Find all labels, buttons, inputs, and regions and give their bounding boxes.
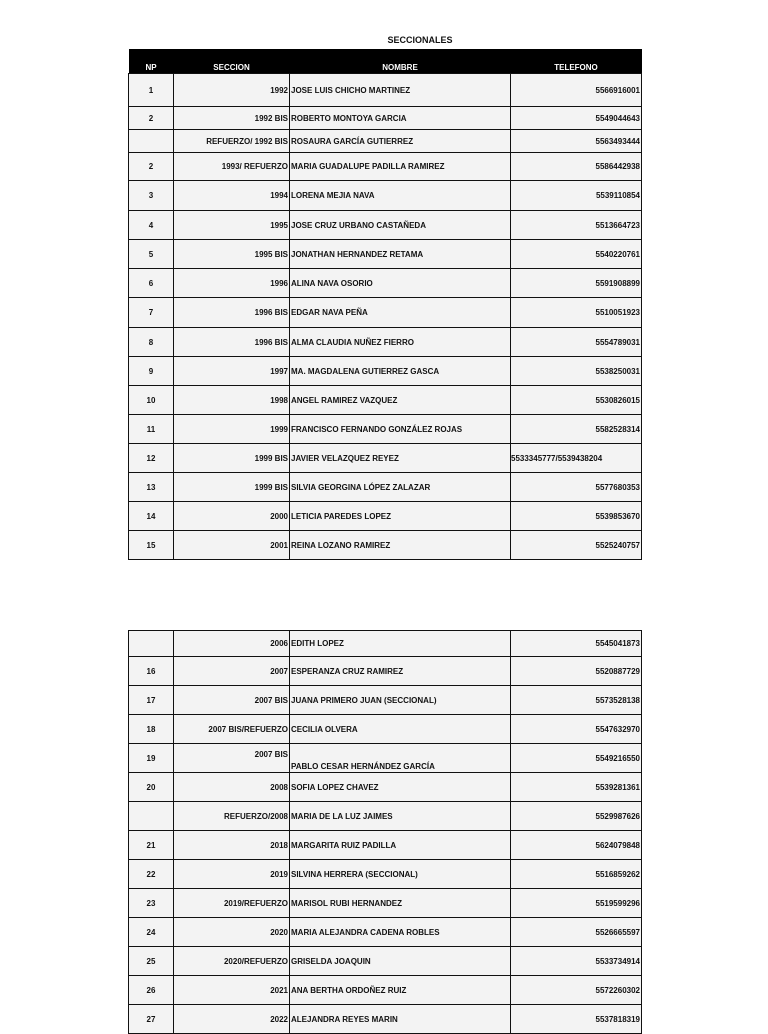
np-cell: 7 [129, 298, 174, 328]
telefono-cell: 5582528314 [511, 415, 642, 444]
np-cell: 26 [129, 976, 174, 1005]
nombre-cell: GRISELDA JOAQUIN [290, 947, 511, 976]
table-row [129, 889, 642, 918]
nombre-cell: ALEJANDRA REYES MARIN [290, 1005, 511, 1034]
telefono-cell: 5554789031 [511, 328, 642, 357]
seccion-cell: 1999 [174, 415, 290, 444]
seccion-cell: 2019/REFUERZO [174, 889, 290, 918]
seccionales-table [128, 49, 642, 560]
np-cell: 6 [129, 269, 174, 298]
table-row [129, 686, 642, 715]
np-cell: 24 [129, 918, 174, 947]
table-row [129, 502, 642, 531]
telefono-cell: 5563493444 [511, 130, 642, 153]
table-row [129, 211, 642, 240]
seccion-cell: REFUERZO/ 1992 BIS [174, 130, 290, 153]
seccion-cell: 1997 [174, 357, 290, 386]
telefono-cell: 5533734914 [511, 947, 642, 976]
nombre-cell: PABLO CESAR HERNÁNDEZ GARCÍA [290, 744, 511, 773]
table-row [129, 415, 642, 444]
nombre-cell: FRANCISCO FERNANDO GONZÁLEZ ROJAS [290, 415, 511, 444]
nombre-cell: EDGAR NAVA PEÑA [290, 298, 511, 328]
table-row [129, 918, 642, 947]
seccion-cell: 1996 BIS [174, 298, 290, 328]
np-cell: 8 [129, 328, 174, 357]
telefono-cell: 5549216550 [511, 744, 642, 773]
table-row [129, 531, 642, 560]
table-row [129, 802, 642, 831]
np-cell: 15 [129, 531, 174, 560]
table-row [129, 860, 642, 889]
seccion-cell: 1999 BIS [174, 473, 290, 502]
seccion-cell: 2022 [174, 1005, 290, 1034]
table-row [129, 153, 642, 181]
table-row [129, 947, 642, 976]
telefono-cell: 5519599296 [511, 889, 642, 918]
table-row [129, 357, 642, 386]
np-cell: 2 [129, 153, 174, 181]
seccion-cell: 2008 [174, 773, 290, 802]
telefono-cell: 5549044643 [511, 107, 642, 130]
nombre-cell: SILVINA HERRERA (SECCIONAL) [290, 860, 511, 889]
telefono-cell: 5529987626 [511, 802, 642, 831]
telefono-cell: 5539853670 [511, 502, 642, 531]
nombre-cell: MARISOL RUBI HERNANDEZ [290, 889, 511, 918]
nombre-cell: JOSE LUIS CHICHO MARTINEZ [290, 74, 511, 107]
header-seccion: SECCION [174, 49, 290, 74]
table-row [129, 269, 642, 298]
telefono-cell: 5516859262 [511, 860, 642, 889]
nombre-cell: SOFIA LOPEZ CHAVEZ [290, 773, 511, 802]
np-cell: 13 [129, 473, 174, 502]
telefono-cell: 5624079848 [511, 831, 642, 860]
seccion-cell: 1999 BIS [174, 444, 290, 473]
np-cell [129, 130, 174, 153]
telefono-cell: 5513664723 [511, 211, 642, 240]
nombre-cell: MARGARITA RUIZ PADILLA [290, 831, 511, 860]
header-telefono: TELEFONO [511, 49, 642, 74]
seccionales-table-continued [128, 630, 642, 1034]
seccion-cell: 1994 [174, 181, 290, 211]
seccion-cell: 2007 [174, 657, 290, 686]
table-row [129, 181, 642, 211]
telefono-cell: 5530826015 [511, 386, 642, 415]
np-cell: 25 [129, 947, 174, 976]
np-cell: 12 [129, 444, 174, 473]
np-cell [129, 802, 174, 831]
telefono-cell: 5537818319 [511, 1005, 642, 1034]
nombre-cell: ALINA NAVA OSORIO [290, 269, 511, 298]
seccion-cell: 2020/REFUERZO [174, 947, 290, 976]
nombre-cell: EDITH LOPEZ [290, 631, 511, 657]
seccion-cell: 1996 BIS [174, 328, 290, 357]
seccion-cell: 2007 BIS [174, 744, 290, 773]
nombre-cell: MARIA GUADALUPE PADILLA RAMIREZ [290, 153, 511, 181]
np-cell: 2 [129, 107, 174, 130]
nombre-cell: CECILIA OLVERA [290, 715, 511, 744]
table-header-row [129, 49, 642, 74]
seccion-cell: 1995 BIS [174, 240, 290, 269]
telefono-cell: 5526665597 [511, 918, 642, 947]
np-cell: 16 [129, 657, 174, 686]
np-cell: 21 [129, 831, 174, 860]
table-row [129, 328, 642, 357]
seccion-cell: 1992 BIS [174, 107, 290, 130]
seccion-cell: 2006 [174, 631, 290, 657]
np-cell: 19 [129, 744, 174, 773]
telefono-cell: 5520887729 [511, 657, 642, 686]
table-row [129, 298, 642, 328]
seccion-cell: 2021 [174, 976, 290, 1005]
table-row [129, 130, 642, 153]
table-row [129, 715, 642, 744]
telefono-cell: 5539281361 [511, 773, 642, 802]
table-row [129, 831, 642, 860]
nombre-cell: JOSE CRUZ URBANO CASTAÑEDA [290, 211, 511, 240]
np-cell: 11 [129, 415, 174, 444]
seccion-cell: 2020 [174, 918, 290, 947]
np-cell: 3 [129, 181, 174, 211]
table-row [129, 631, 642, 657]
nombre-cell: LETICIA PAREDES LOPEZ [290, 502, 511, 531]
np-cell: 5 [129, 240, 174, 269]
nombre-cell: LORENA MEJIA NAVA [290, 181, 511, 211]
nombre-cell: JAVIER VELAZQUEZ REYEZ [290, 444, 511, 473]
header-np: NP [129, 49, 174, 74]
telefono-cell: 5545041873 [511, 631, 642, 657]
seccion-cell: REFUERZO/2008 [174, 802, 290, 831]
seccion-cell: 1993/ REFUERZO [174, 153, 290, 181]
np-cell: 22 [129, 860, 174, 889]
table-row [129, 386, 642, 415]
table-row [129, 744, 642, 773]
telefono-cell: 5573528138 [511, 686, 642, 715]
table-row [129, 1005, 642, 1034]
table-row [129, 107, 642, 130]
nombre-cell: ROBERTO MONTOYA GARCIA [290, 107, 511, 130]
np-cell: 23 [129, 889, 174, 918]
nombre-cell: REINA LOZANO RAMIREZ [290, 531, 511, 560]
seccion-cell: 1992 [174, 74, 290, 107]
telefono-cell: 5566916001 [511, 74, 642, 107]
nombre-cell: MA. MAGDALENA GUTIERREZ GASCA [290, 357, 511, 386]
telefono-cell: 5572260302 [511, 976, 642, 1005]
seccion-cell: 1996 [174, 269, 290, 298]
header-nombre: NOMBRE [290, 49, 511, 74]
seccion-cell: 2018 [174, 831, 290, 860]
nombre-cell: SILVIA GEORGINA LÓPEZ ZALAZAR [290, 473, 511, 502]
telefono-cell: 5539110854 [511, 181, 642, 211]
np-cell: 18 [129, 715, 174, 744]
table-row [129, 240, 642, 269]
nombre-cell: JUANA PRIMERO JUAN (SECCIONAL) [290, 686, 511, 715]
telefono-cell: 5510051923 [511, 298, 642, 328]
np-cell: 27 [129, 1005, 174, 1034]
table-row [129, 473, 642, 502]
np-cell: 9 [129, 357, 174, 386]
telefono-cell: 5533345777/5539438204 [511, 444, 642, 473]
nombre-cell: ANGEL RAMIREZ VAZQUEZ [290, 386, 511, 415]
np-cell: 17 [129, 686, 174, 715]
nombre-cell: ANA BERTHA ORDOÑEZ RUIZ [290, 976, 511, 1005]
seccion-cell: 1995 [174, 211, 290, 240]
table-row [129, 773, 642, 802]
seccion-cell: 1998 [174, 386, 290, 415]
table-row [129, 657, 642, 686]
telefono-cell: 5591908899 [511, 269, 642, 298]
telefono-cell: 5540220761 [511, 240, 642, 269]
seccion-cell: 2001 [174, 531, 290, 560]
np-cell: 4 [129, 211, 174, 240]
nombre-cell: MARIA ALEJANDRA CADENA ROBLES [290, 918, 511, 947]
np-cell: 1 [129, 74, 174, 107]
nombre-cell: MARIA DE LA LUZ JAIMES [290, 802, 511, 831]
table-row [129, 74, 642, 107]
page-title: SECCIONALES [387, 35, 453, 45]
telefono-cell: 5577680353 [511, 473, 642, 502]
nombre-cell: ROSAURA GARCÍA GUTIERREZ [290, 130, 511, 153]
seccion-cell: 2019 [174, 860, 290, 889]
np-cell [129, 631, 174, 657]
seccion-cell: 2007 BIS/REFUERZO [174, 715, 290, 744]
telefono-cell: 5547632970 [511, 715, 642, 744]
np-cell: 20 [129, 773, 174, 802]
seccion-cell: 2000 [174, 502, 290, 531]
telefono-cell: 5525240757 [511, 531, 642, 560]
np-cell: 10 [129, 386, 174, 415]
nombre-cell: ALMA CLAUDIA NUÑEZ FIERRO [290, 328, 511, 357]
nombre-cell: JONATHAN HERNANDEZ RETAMA [290, 240, 511, 269]
telefono-cell: 5586442938 [511, 153, 642, 181]
seccion-cell: 2007 BIS [174, 686, 290, 715]
telefono-cell: 5538250031 [511, 357, 642, 386]
table-row [129, 444, 642, 473]
table-row [129, 976, 642, 1005]
nombre-cell: ESPERANZA CRUZ RAMIREZ [290, 657, 511, 686]
np-cell: 14 [129, 502, 174, 531]
